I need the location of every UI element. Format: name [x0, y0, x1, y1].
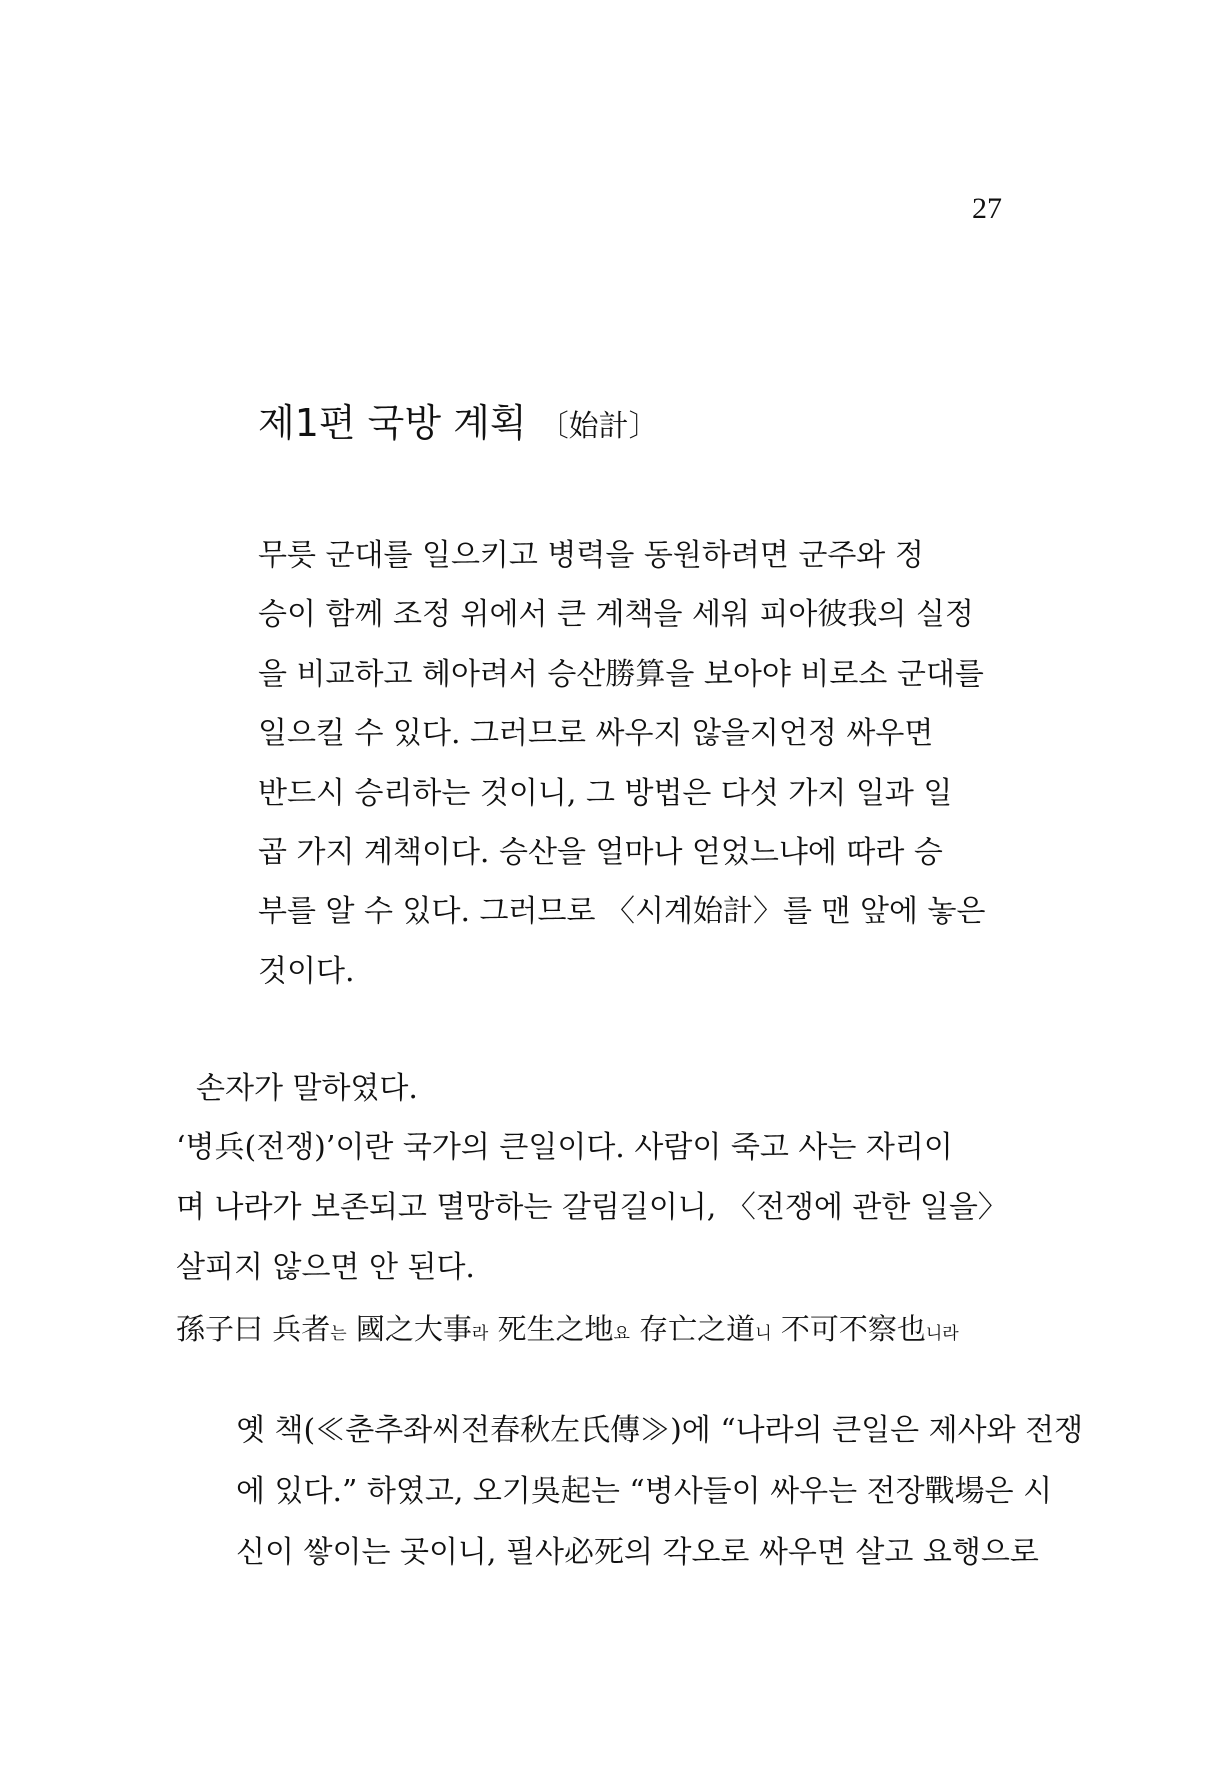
intro-line: 곱 가지 계책이다. 승산을 얼마나 얻었느냐에 따라 승 — [258, 835, 943, 871]
original-particle: 는 — [330, 1324, 347, 1344]
intro-line: 을 비교하고 헤아려서 승산勝算을 보아야 비로소 군대를 — [258, 656, 984, 692]
original-particle: 라 — [471, 1324, 489, 1344]
original-chinese-text — [176, 1307, 959, 1348]
translation-paragraph — [176, 1118, 1008, 1298]
original-particle: 니라 — [925, 1324, 959, 1344]
intro-line: 일으킬 수 있다. 그러므로 싸우지 않을지언정 싸우면 — [258, 716, 934, 752]
translation-line: 며 나라가 보존되고 멸망하는 갈림길이니, 〈전쟁에 관한 일을〉 — [176, 1190, 1008, 1225]
chapter-title-text: 제1편 국방 계획 — [258, 401, 527, 445]
intro-line: 부를 알 수 있다. 그러므로 〈시계始計〉를 맨 앞에 놓은 — [258, 894, 986, 930]
intro-paragraph — [258, 526, 985, 1001]
original-particle: 니 — [755, 1324, 772, 1344]
commentary-paragraph — [236, 1400, 1083, 1583]
intro-line: 것이다. — [258, 953, 355, 989]
commentary-line: 에 있다.” 하였고, 오기吳起는 “병사들이 싸우는 전장戰場은 시 — [236, 1474, 1053, 1509]
speaker-line: 손자가 말하였다. — [196, 1071, 418, 1106]
original-segment: 存亡之道 — [629, 1312, 756, 1346]
original-particle: 요 — [613, 1324, 630, 1344]
chapter-title — [258, 392, 659, 447]
original-segment: 孫子曰 兵者 — [176, 1312, 331, 1346]
commentary-line: 신이 쌓이는 곳이니, 필사必死의 각오로 싸우면 살고 요행으로 — [236, 1535, 1039, 1570]
translation-line: ‘병兵(전쟁)’이란 국가의 큰일이다. 사람이 죽고 사는 자리이 — [176, 1130, 953, 1165]
original-segment: 國之大事 — [346, 1312, 472, 1346]
translation-line: 살피지 않으면 안 된다. — [176, 1250, 475, 1285]
chapter-title-hanja: 〔始計〕 — [538, 409, 659, 444]
page-number: 27 — [972, 192, 1002, 225]
intro-line: 승이 함께 조정 위에서 큰 계책을 세워 피아彼我의 실정 — [258, 597, 974, 633]
original-segment: 不可不察也 — [771, 1312, 926, 1346]
original-segment: 死生之地 — [488, 1312, 614, 1346]
commentary-line: 옛 책(≪춘추좌씨전春秋左氏傳≫)에 “나라의 큰일은 제사와 전쟁 — [236, 1413, 1084, 1448]
intro-line: 반드시 승리하는 것이니, 그 방법은 다섯 가지 일과 일 — [258, 775, 953, 811]
intro-line: 무릇 군대를 일으키고 병력을 동원하려면 군주와 정 — [258, 538, 924, 573]
